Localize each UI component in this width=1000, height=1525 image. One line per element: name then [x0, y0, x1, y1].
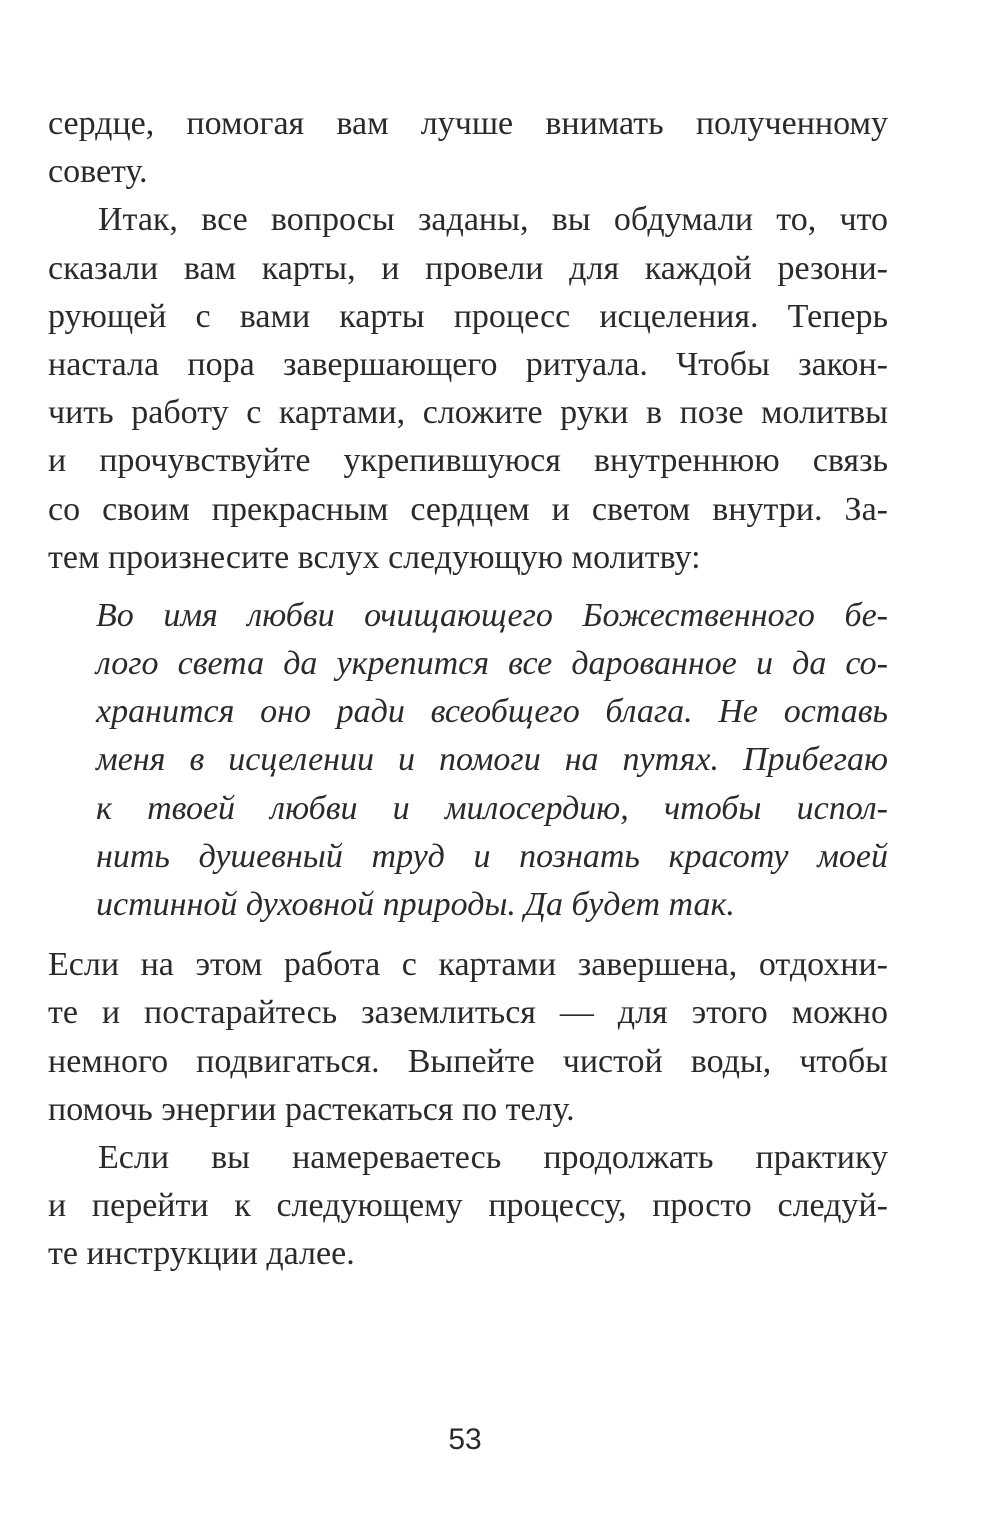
prayer-line: к твоей любви и милосердию, чтобы испол-: [96, 789, 888, 827]
text-line: сказали вам карты, и провели для каждой резони-: [48, 249, 888, 287]
prayer-line: хранится оно ради всеобщего блага. Не оставь: [96, 693, 888, 731]
prayer-line: нить душевный труд и познать красоту моей: [96, 837, 888, 875]
text-line: и прочувствуйте укрепившуюся внутреннюю связь: [48, 442, 888, 480]
text-line: совету.: [48, 153, 148, 191]
paragraph-next-steps: [48, 1134, 888, 1279]
text-line: немного подвигаться. Выпейте чистой воды, чтобы: [48, 1042, 888, 1080]
text-line: со своим прекрасным сердцем и светом внутри. За-: [48, 490, 888, 528]
page-number: 53: [448, 1423, 482, 1456]
paragraph-after-prayer: [48, 941, 888, 1134]
text-line: и перейти к следующему процессу, просто следуй-: [48, 1187, 888, 1225]
prayer-line: Во имя любви очищающего Божественного бе-: [96, 596, 888, 634]
prayer-line: меня в исцелении и помоги на путях. Прибегаю: [96, 741, 888, 779]
text-line: рующей с вами карты процесс исцеления. Теперь: [48, 297, 888, 335]
page-body: [48, 100, 888, 1279]
text-line: помочь энергии растекаться по телу.: [48, 1090, 575, 1128]
paragraph-closing-ritual: [48, 196, 888, 582]
paragraph-continuation: [48, 100, 888, 196]
text-line: сердце, помогая вам лучше внимать полученному: [48, 105, 888, 142]
text-line: настала пора завершающего ритуала. Чтобы закон-: [48, 345, 888, 383]
prayer-quote: [48, 592, 888, 929]
text-line: тем произнесите вслух следующую молитву:: [48, 538, 701, 576]
text-line: те инструкции далее.: [48, 1235, 355, 1273]
text-line: Если на этом работа с картами завершена, отдохни-: [48, 946, 888, 984]
prayer-line: лого света да укрепится все дарованное и да со-: [96, 645, 888, 683]
text-line: чить работу с картами, сложите руки в позе молитвы: [48, 394, 888, 432]
text-line: Итак, все вопросы заданы, вы обдумали то, что: [98, 201, 888, 239]
text-line: Если вы намереваетесь продолжать практику: [98, 1138, 888, 1176]
prayer-line: истинной духовной природы. Да будет так.: [96, 886, 735, 923]
text-line: те и постарайтесь заземлиться — для этого можно: [48, 994, 888, 1032]
